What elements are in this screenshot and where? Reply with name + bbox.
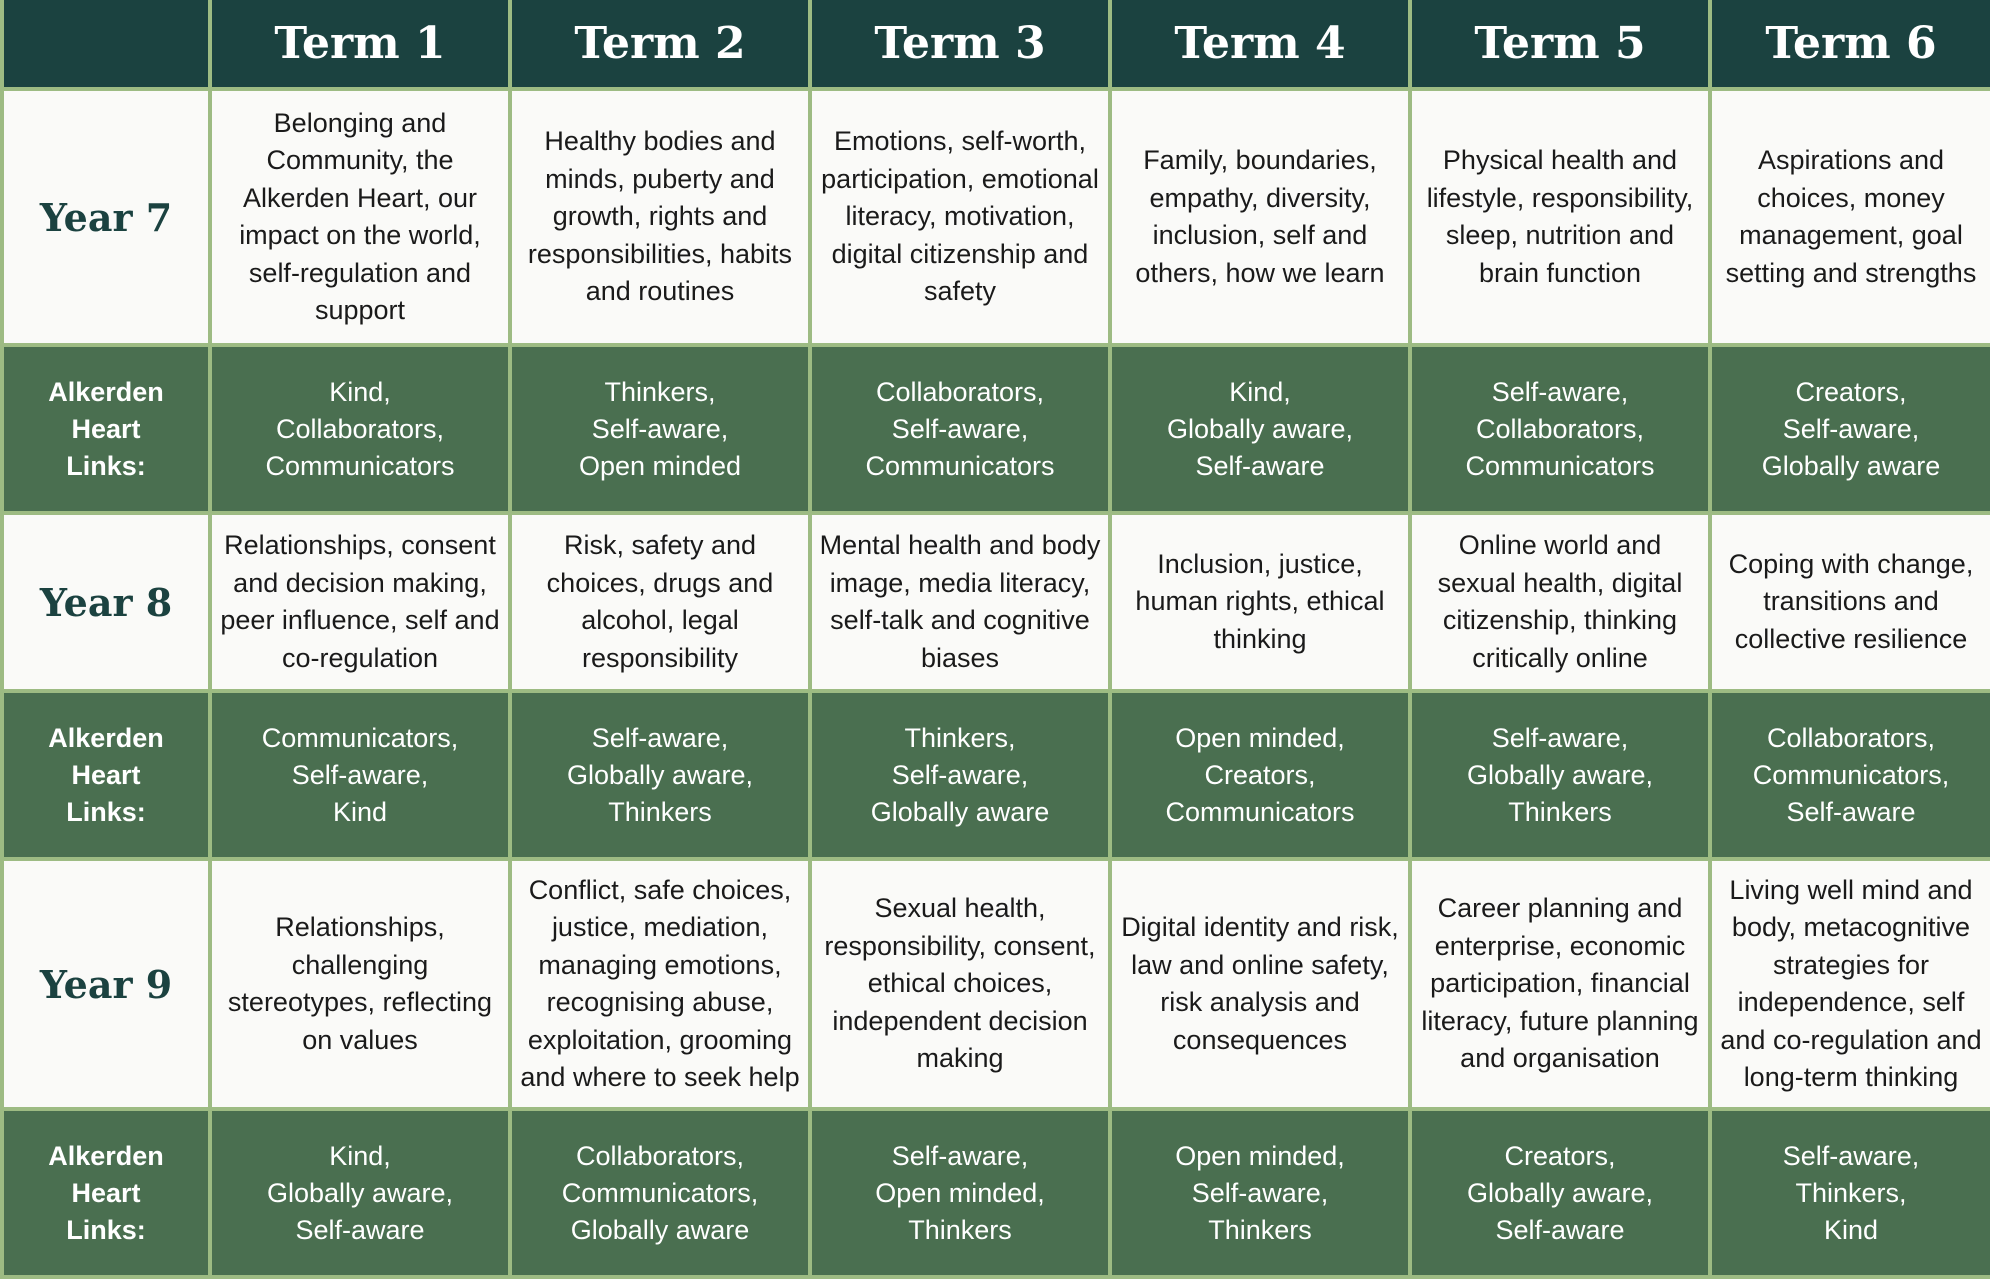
link-quality: Collaborators, xyxy=(875,376,1045,407)
links-label-line-1: Alkerden xyxy=(48,722,164,753)
year-7-links-label xyxy=(2,345,210,513)
link-quality: Communicators, xyxy=(261,722,459,753)
link-quality: Collaborators, xyxy=(275,413,445,444)
term-3-header: Term 3 xyxy=(810,0,1110,89)
link-quality: Self-aware, xyxy=(1782,1140,1920,1171)
year-9-term-1-topic: Relationships, challenging stereotypes, reflecting on values xyxy=(210,859,510,1109)
link-quality: Self-aware, xyxy=(1491,722,1629,753)
year-7-term-4-links xyxy=(1110,345,1410,513)
links-label-line-1: Alkerden xyxy=(48,376,164,407)
link-quality: Globally aware, xyxy=(1466,759,1654,790)
year-7-term-6-links xyxy=(1710,345,1990,513)
link-quality: Kind, xyxy=(329,1140,391,1171)
year-8-links-label xyxy=(2,691,210,859)
link-quality: Communicators, xyxy=(1752,759,1950,790)
year-9-label: Year 9 xyxy=(2,859,210,1109)
year-7-label: Year 7 xyxy=(2,89,210,345)
year-8-row xyxy=(2,513,1990,691)
year-9-term-3-topic: Sexual health, responsibility, consent, ethical choices, independent decision making xyxy=(810,859,1110,1109)
link-quality: Thinkers xyxy=(908,1214,1012,1245)
link-quality: Thinkers, xyxy=(604,376,716,407)
link-quality: Globally aware, xyxy=(566,759,754,790)
year-9-links-row xyxy=(2,1109,1990,1277)
link-quality: Self-aware, xyxy=(891,413,1029,444)
year-8-term-1-topic: Relationships, consent and decision making, peer influence, self and co-regulation xyxy=(210,513,510,691)
header-row xyxy=(2,0,1990,89)
links-label-line-3: Links: xyxy=(66,796,146,827)
year-7-term-1-topic: Belonging and Community, the Alkerden Heart, our impact on the world, self-regulation and support xyxy=(210,89,510,345)
year-7-term-2-topic: Healthy bodies and minds, puberty and growth, rights and responsibilities, habits and routines xyxy=(510,89,810,345)
year-9-term-2-links xyxy=(510,1109,810,1277)
link-quality: Communicators xyxy=(1465,450,1655,481)
links-label-line-3: Links: xyxy=(66,450,146,481)
links-label-line-2: Heart xyxy=(71,1177,141,1208)
link-quality: Globally aware, xyxy=(1166,413,1354,444)
links-label-line-1: Alkerden xyxy=(48,1140,164,1171)
links-label-line-2: Heart xyxy=(71,759,141,790)
year-8-term-4-topic: Inclusion, justice, human rights, ethical thinking xyxy=(1110,513,1410,691)
link-quality: Collaborators, xyxy=(1475,413,1645,444)
year-8-links-row xyxy=(2,691,1990,859)
year-7-term-4-topic: Family, boundaries, empathy, diversity, inclusion, self and others, how we learn xyxy=(1110,89,1410,345)
year-8-term-3-topic: Mental health and body image, media literacy, self-talk and cognitive biases xyxy=(810,513,1110,691)
link-quality: Communicators xyxy=(265,450,455,481)
links-label-line-2: Heart xyxy=(71,413,141,444)
link-quality: Creators, xyxy=(1795,376,1907,407)
year-7-row xyxy=(2,89,1990,345)
year-7-term-5-links xyxy=(1410,345,1710,513)
link-quality: Open minded, xyxy=(1175,722,1345,753)
link-quality: Globally aware, xyxy=(266,1177,454,1208)
link-quality: Kind, xyxy=(329,376,391,407)
link-quality: Open minded, xyxy=(875,1177,1045,1208)
link-quality: Self-aware, xyxy=(591,722,729,753)
link-quality: Self-aware, xyxy=(591,413,729,444)
year-7-links-row xyxy=(2,345,1990,513)
link-quality: Self-aware xyxy=(295,1214,425,1245)
year-8-term-5-links xyxy=(1410,691,1710,859)
year-9-term-4-links xyxy=(1110,1109,1410,1277)
year-8-term-2-topic: Risk, safety and choices, drugs and alcohol, legal responsibility xyxy=(510,513,810,691)
header-corner xyxy=(2,0,210,89)
year-9-links-label xyxy=(2,1109,210,1277)
link-quality: Thinkers, xyxy=(904,722,1016,753)
term-6-header: Term 6 xyxy=(1710,0,1990,89)
link-quality: Self-aware xyxy=(1195,450,1325,481)
link-quality: Kind xyxy=(1823,1214,1879,1245)
link-quality: Globally aware xyxy=(1761,450,1941,481)
link-quality: Communicators, xyxy=(561,1177,759,1208)
year-8-term-4-links xyxy=(1110,691,1410,859)
year-8-term-5-topic: Online world and sexual health, digital citizenship, thinking critically online xyxy=(1410,513,1710,691)
link-quality: Collaborators, xyxy=(1766,722,1936,753)
link-quality: Globally aware, xyxy=(1466,1177,1654,1208)
year-7-term-2-links xyxy=(510,345,810,513)
link-quality: Self-aware, xyxy=(291,759,429,790)
year-8-term-6-topic: Coping with change, transitions and collective resilience xyxy=(1710,513,1990,691)
link-quality: Open minded, xyxy=(1175,1140,1345,1171)
link-quality: Kind, xyxy=(1229,376,1291,407)
year-8-term-1-links xyxy=(210,691,510,859)
link-quality: Open minded xyxy=(578,450,742,481)
term-5-header: Term 5 xyxy=(1410,0,1710,89)
year-9-term-6-topic: Living well mind and body, metacognitive strategies for independence, self and co-regulation and long-term thinking xyxy=(1710,859,1990,1109)
link-quality: Thinkers xyxy=(1508,796,1612,827)
year-9-term-6-links xyxy=(1710,1109,1990,1277)
year-7-term-3-links xyxy=(810,345,1110,513)
link-quality: Self-aware, xyxy=(891,759,1029,790)
year-7-term-6-topic: Aspirations and choices, money management, goal setting and strengths xyxy=(1710,89,1990,345)
link-quality: Self-aware xyxy=(1786,796,1916,827)
year-7-term-3-topic: Emotions, self-worth, participation, emotional literacy, motivation, digital citizenship and safety xyxy=(810,89,1110,345)
link-quality: Self-aware, xyxy=(1491,376,1629,407)
year-9-term-3-links xyxy=(810,1109,1110,1277)
term-1-header: Term 1 xyxy=(210,0,510,89)
link-quality: Kind xyxy=(332,796,388,827)
link-quality: Creators, xyxy=(1204,759,1316,790)
link-quality: Communicators xyxy=(1165,796,1355,827)
link-quality: Globally aware xyxy=(570,1214,750,1245)
year-8-label: Year 8 xyxy=(2,513,210,691)
term-2-header: Term 2 xyxy=(510,0,810,89)
year-9-term-2-topic: Conflict, safe choices, justice, mediation, managing emotions, recognising abuse, exploitation, grooming and where to seek help xyxy=(510,859,810,1109)
year-9-term-4-topic: Digital identity and risk, law and online safety, risk analysis and consequences xyxy=(1110,859,1410,1109)
year-9-term-5-links xyxy=(1410,1109,1710,1277)
year-8-term-6-links xyxy=(1710,691,1990,859)
year-9-term-1-links xyxy=(210,1109,510,1277)
year-9-row xyxy=(2,859,1990,1109)
year-9-term-5-topic: Career planning and enterprise, economic participation, financial literacy, future planning and organisation xyxy=(1410,859,1710,1109)
link-quality: Globally aware xyxy=(870,796,1050,827)
link-quality: Self-aware xyxy=(1495,1214,1625,1245)
link-quality: Creators, xyxy=(1504,1140,1616,1171)
year-8-term-3-links xyxy=(810,691,1110,859)
year-7-term-1-links xyxy=(210,345,510,513)
link-quality: Self-aware, xyxy=(1782,413,1920,444)
year-8-term-2-links xyxy=(510,691,810,859)
year-7-term-5-topic: Physical health and lifestyle, responsibility, sleep, nutrition and brain function xyxy=(1410,89,1710,345)
link-quality: Thinkers xyxy=(1208,1214,1312,1245)
link-quality: Thinkers, xyxy=(1795,1177,1907,1208)
link-quality: Communicators xyxy=(865,450,1055,481)
link-quality: Self-aware, xyxy=(1191,1177,1329,1208)
link-quality: Self-aware, xyxy=(891,1140,1029,1171)
link-quality: Collaborators, xyxy=(575,1140,745,1171)
link-quality: Thinkers xyxy=(608,796,712,827)
term-4-header: Term 4 xyxy=(1110,0,1410,89)
links-label-line-3: Links: xyxy=(66,1214,146,1245)
